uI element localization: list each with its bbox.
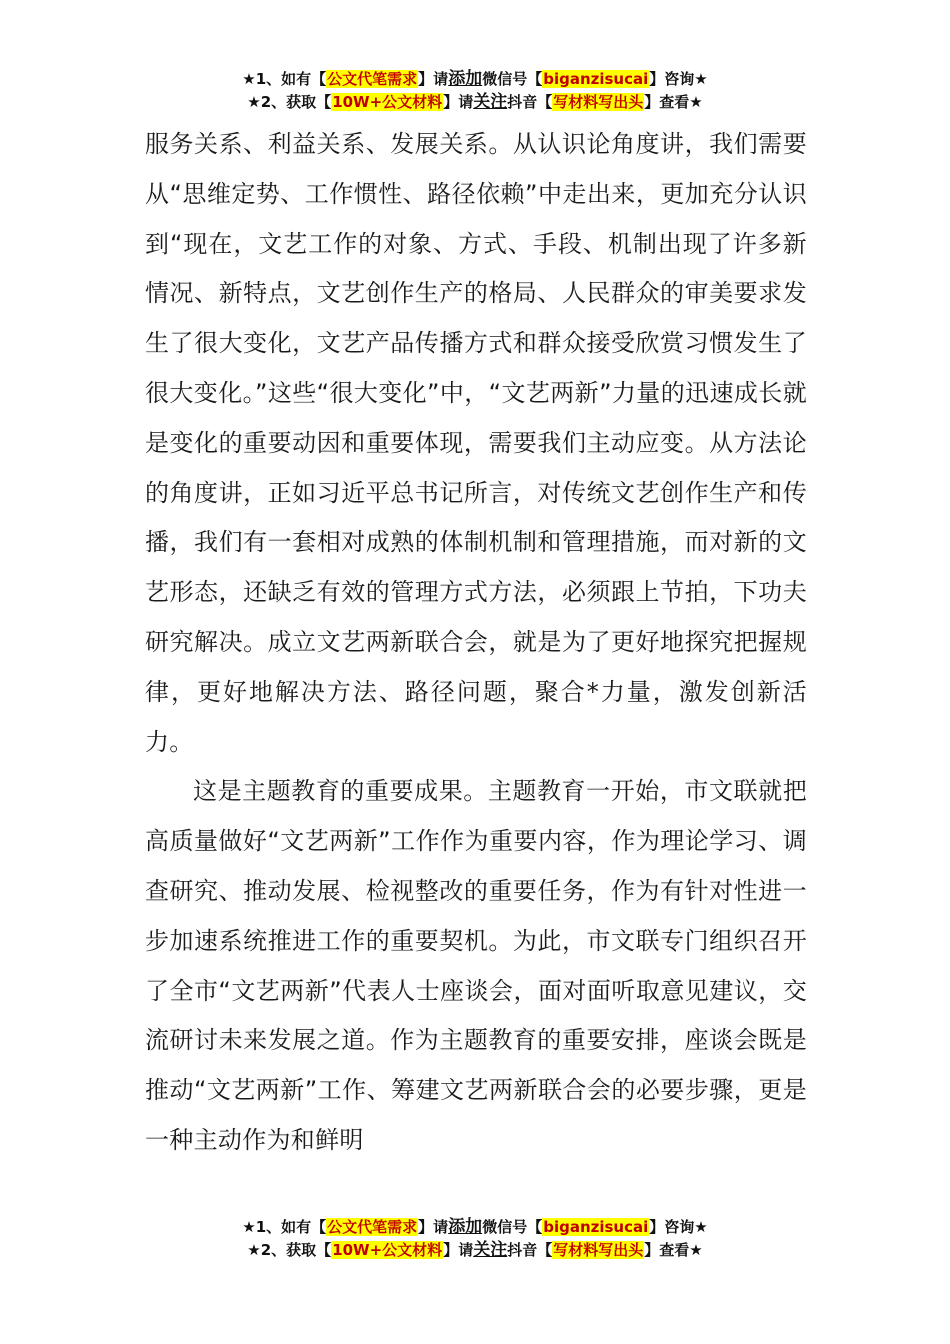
banner-text: 】请 [443,93,474,111]
banner-highlight: 10W+公文材料 [332,93,443,111]
banner-emphasis: 关注 [473,92,508,112]
banner-emphasis: 添加 [448,1217,483,1237]
banner-emphasis: 关注 [473,1240,508,1260]
banner-text: 抖音【 [507,93,553,111]
banner-highlight: biganzisucai [543,1218,649,1236]
banner-line-1 [0,1216,950,1239]
banner-emphasis: 添加 [448,69,483,89]
banner-text: 微信号【 [482,70,543,88]
banner-highlight: 公文代笔需求 [327,1218,418,1236]
document-body [145,120,807,1166]
banner-highlight: 公文代笔需求 [327,70,418,88]
banner-text: 微信号【 [482,1218,543,1236]
banner-text: 】咨询★ [649,1218,708,1236]
banner-highlight: biganzisucai [543,70,649,88]
banner-text: 】查看★ [644,1241,703,1259]
banner-text: ★1、如有【 [242,1218,327,1236]
banner-line-2 [0,1239,950,1262]
banner-text: 】查看★ [644,93,703,111]
paragraph-1: 服务关系、利益关系、发展关系。从认识论角度讲，我们需要从“思维定势、工作惯性、路径依赖”中走出来，更加充分认识到“现在，文艺工作的对象、方式、手段、机制出现了许多新情况、新特点，文艺创作生产的格局、人民群众的审美要求发生了很大变化，文艺产品传播方式和群众接受欣赏习惯发生了很大变化。”这些“很大变化”中，“文艺两新”力量的迅速成长就是变化的重要动因和重要体现，需要我们主动应变。从方法论的角度讲，正如习近平总书记所言，对传统文艺创作生产和传播，我们有一套相对成熟的体制机制和管理措施，而对新的文艺形态，还缺乏有效的管理方式方法，必须跟上节拍，下功夫研究解决。成立文艺两新联合会，就是为了更好地探究把握规律，更好地解决方法、路径问题，聚合*力量，激发创新活力。 [145,130,807,756]
banner-text: 】请 [418,1218,449,1236]
paragraph-2: 这是主题教育的重要成果。主题教育一开始，市文联就把高质量做好“文艺两新”工作作为重要内容，作为理论学习、调查研究、推动发展、检视整改的重要任务，作为有针对性进一步加速系统推进工作的重要契机。为此，市文联专门组织召开了全市“文艺两新”代表人士座谈会，面对面听取意见建议，交流研讨未来发展之道。作为主题教育的重要安排，座谈会既是推动“文艺两新”工作、筹建文艺两新联合会的必要步骤，更是一种主动作为和鲜明 [145,777,807,1154]
banner-highlight: 写材料写出头 [553,93,644,111]
banner-text: ★2、获取【 [247,93,332,111]
banner-text: 】请 [443,1241,474,1259]
banner-text: 】请 [418,70,449,88]
banner-line-2 [0,91,950,114]
banner-highlight: 写材料写出头 [553,1241,644,1259]
banner-highlight: 10W+公文材料 [332,1241,443,1259]
header-banner [0,68,950,114]
banner-text: 】咨询★ [649,70,708,88]
footer-banner [0,1216,950,1262]
banner-text: ★1、如有【 [242,70,327,88]
banner-text: ★2、获取【 [247,1241,332,1259]
banner-line-1 [0,68,950,91]
banner-text: 抖音【 [507,1241,553,1259]
